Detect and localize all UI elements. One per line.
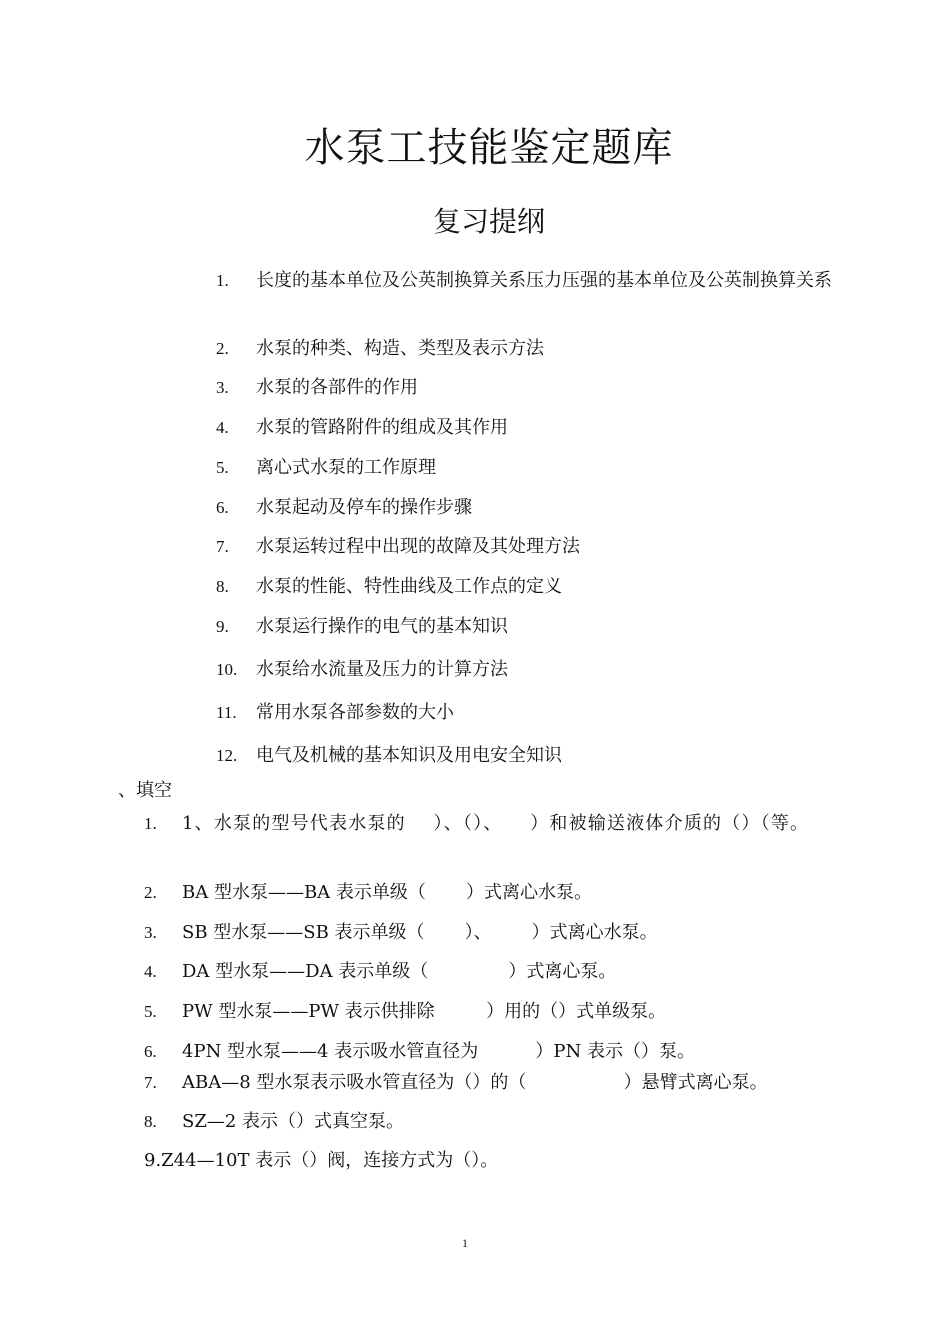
question-number: 8. — [144, 1112, 157, 1131]
question-number: 1. — [144, 814, 157, 833]
outline-item-text: 水泵的性能、特性曲线及工作点的定义 — [256, 576, 562, 597]
outline-item — [216, 655, 856, 685]
question-number: 2. — [144, 883, 157, 902]
outline-item-number: 4. — [216, 418, 229, 437]
question-number: 4. — [144, 962, 157, 981]
question-text: SZ—2 表示（）式真空泵。 — [182, 1111, 405, 1132]
outline-item-number: 7. — [216, 537, 229, 556]
page-number: 1 — [462, 1236, 468, 1250]
outline-item — [216, 493, 856, 523]
outline-item-number: 10. — [216, 660, 238, 679]
outline-item-text: 水泵运行操作的电气的基本知识 — [256, 616, 508, 637]
question-text: BA 型水泵——BA 表示单级（ ）式离心水泵。 — [182, 882, 592, 903]
outline-item — [216, 612, 856, 642]
outline-item-number: 12. — [216, 746, 238, 765]
outline-item-text: 水泵的管路附件的组成及其作用 — [256, 417, 508, 438]
question-text: 1、水泵的型号代表水泵的 ）、（）、 ）和被输送液体介质的（）（等。 — [182, 813, 810, 834]
outline-item — [216, 334, 856, 364]
question-item — [144, 809, 834, 839]
question-item — [144, 918, 834, 948]
outline-item-text: 电气及机械的基本知识及用电安全知识 — [256, 745, 562, 766]
outline-item — [216, 698, 856, 728]
outline-item — [216, 413, 856, 443]
document-subtitle: 复习提纲 — [432, 205, 545, 238]
outline-item — [216, 532, 856, 562]
outline-item-number: 11. — [216, 703, 237, 722]
outline-item-number: 9. — [216, 617, 229, 636]
question-number: 6. — [144, 1042, 157, 1061]
outline-item-text: 水泵起动及停车的操作步骤 — [256, 497, 472, 518]
outline-item-number: 1. — [216, 271, 229, 290]
outline-item — [216, 741, 856, 771]
document-title: 水泵工技能鉴定题库 — [304, 125, 674, 171]
outline-item-text: 水泵运转过程中出现的故障及其处理方法 — [256, 536, 580, 557]
outline-item — [216, 572, 856, 602]
outline-item-text: 常用水泵各部参数的大小 — [256, 702, 454, 723]
question-item — [144, 957, 834, 987]
outline-item-number: 6. — [216, 498, 229, 517]
question-item — [144, 1068, 834, 1098]
outline-item-text: 水泵的各部件的作用 — [256, 377, 418, 398]
question-item — [144, 1037, 834, 1067]
question-number: 3. — [144, 923, 157, 942]
outline-item-text: 水泵给水流量及压力的计算方法 — [256, 659, 508, 680]
question-item — [144, 997, 834, 1027]
section-heading-fill-blank: 、填空 — [118, 780, 172, 801]
outline-item-number: 5. — [216, 458, 229, 477]
outline-item — [216, 373, 856, 403]
question-number: 5. — [144, 1002, 157, 1021]
outline-item — [216, 453, 856, 483]
question-text: ABA—8 型水泵表示吸水管直径为（）的（ ）悬臂式离心泵。 — [182, 1072, 768, 1093]
outline-item-number: 3. — [216, 378, 229, 397]
outline-item — [216, 266, 856, 296]
question-text: 4PN 型水泵——4 表示吸水管直径为 ）PN 表示（）泵。 — [182, 1041, 696, 1062]
question-text: SB 型水泵——SB 表示单级（ ）、 ）式离心水泵。 — [182, 922, 658, 943]
outline-item-number: 2. — [216, 339, 229, 358]
question-item-9: 9.Z44—10T 表示（）阀，连接方式为（）。 — [144, 1150, 499, 1171]
outline-item-number: 8. — [216, 577, 229, 596]
outline-item-text: 水泵的种类、构造、类型及表示方法 — [256, 338, 544, 359]
question-text: DA 型水泵——DA 表示单级（ ）式离心泵。 — [182, 961, 617, 982]
outline-item-text: 离心式水泵的工作原理 — [256, 457, 436, 478]
question-text: PW 型水泵——PW 表示供排除 ）用的（）式单级泵。 — [182, 1001, 667, 1022]
question-number: 7. — [144, 1073, 157, 1092]
question-item — [144, 1107, 834, 1137]
question-item — [144, 878, 834, 908]
outline-item-text: 长度的基本单位及公英制换算关系压力压强的基本单位及公英制换算关系 — [256, 270, 832, 291]
